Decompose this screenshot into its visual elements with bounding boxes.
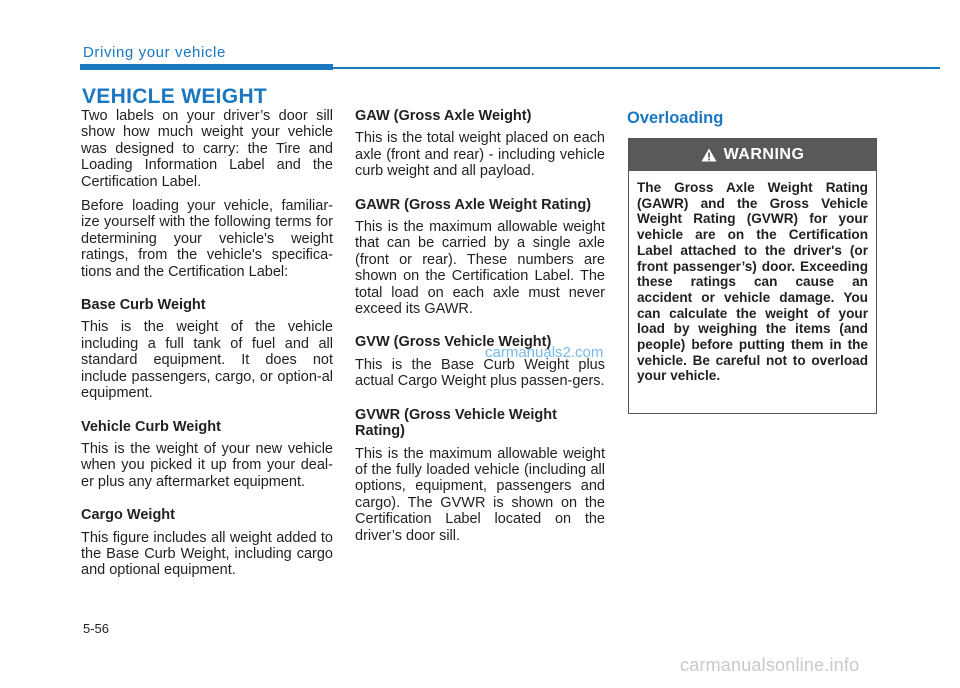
gawr-text: This is the maximum allowable weight that can be carried by a single axle (front or rear). These numbers are shown on the Certification Label. The total load on each axle must never exceed its GAWR. <box>355 219 605 318</box>
section-title: VEHICLE WEIGHT <box>82 85 268 108</box>
gvw-heading: GVW (Gross Vehicle Weight) <box>355 334 552 351</box>
cargo-weight-text: This figure includes all weight added to the Base Curb Weight, including cargo and optional equipment. <box>81 529 333 579</box>
vehicle-curb-weight-heading: Vehicle Curb Weight <box>81 418 221 435</box>
gvwr-text: This is the maximum allowable weight of the fully loaded vehicle (including all options, equipment, passengers and cargo). The GVWR is shown on the Certification Label located on the driver’s door sill. <box>355 445 605 544</box>
intro-paragraph: Before loading your vehicle, familiar-ize yourself with the following terms for determining your vehicle's weight ratings, from the vehicle's specifica-tions and the Certification Label: <box>81 198 333 280</box>
page-number: 5-56 <box>83 621 110 636</box>
header-rule-thick <box>80 64 333 70</box>
text-column-1 <box>81 108 333 587</box>
footer-link[interactable]: carmanualsonline.info <box>680 655 860 675</box>
watermark: carmanuals2.com <box>485 344 604 361</box>
base-curb-weight-text: This is the weight of the vehicle including a full tank of fuel and all standard equipment. It does not include passengers, cargo, or option-al equipment. <box>81 319 333 402</box>
warning-header <box>629 139 876 171</box>
warning-box <box>628 138 877 414</box>
gaw-heading: GAW (Gross Axle Weight) <box>355 108 532 124</box>
overloading-title: Overloading <box>627 109 724 127</box>
intro-paragraph: Two labels on your driver’s door sill show how much weight your vehicle was designed to carry: the Tire and Loading Information Label and the Certification Label. <box>81 108 333 190</box>
warning-label: WARNING <box>723 146 805 163</box>
base-curb-weight-heading: Base Curb Weight <box>81 297 206 314</box>
gawr-heading: GAWR (Gross Axle Weight Rating) <box>355 196 592 213</box>
vehicle-curb-weight-text: This is the weight of your new vehicle when you picked it up from your deal-er plus any aftermarket equipment. <box>81 440 333 490</box>
header-rule-thin <box>333 67 940 69</box>
gaw-text: This is the total weight placed on each axle (front and rear) - including vehicle curb weight and all payload. <box>355 130 605 180</box>
text-column-2 <box>355 108 605 552</box>
gvwr-heading: GVWR (Gross Vehicle Weight Rating) <box>355 406 557 440</box>
gvw-text: This is the Base Curb Weight plus actual Cargo Weight plus passen-gers. <box>355 356 605 390</box>
chapter-title: Driving your vehicle <box>83 44 226 61</box>
warning-text: The Gross Axle Weight Rating (GAWR) and the Gross Vehicle Weight Rating (GVWR) for your vehicle are on the Certification Label attached to the driver's (or front passenger’s) door. Exceeding these ratings can cause an accident or vehicle damage. You can calculate the weight of your load by weighing the items (and people) before putting them in the vehicle. Be careful not to overload your vehicle. <box>637 180 868 384</box>
cargo-weight-heading: Cargo Weight <box>81 507 175 524</box>
warning-triangle-icon <box>701 148 717 162</box>
